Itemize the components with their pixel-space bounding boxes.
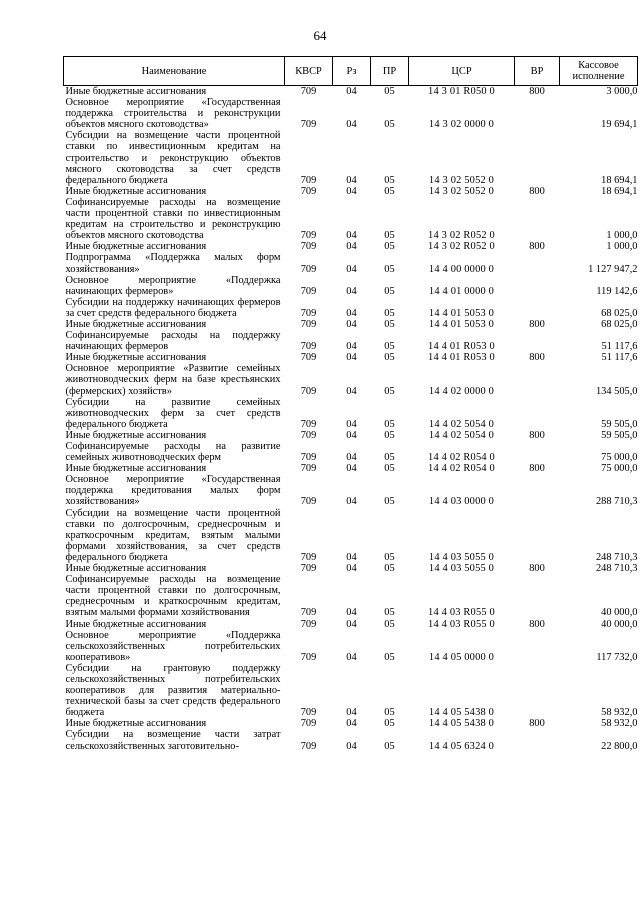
table-row (64, 186, 638, 197)
table-row (64, 563, 638, 574)
row-rz: 04 (346, 618, 357, 630)
row-kvsr: 709 (300, 551, 317, 563)
table-row (64, 297, 638, 319)
row-kvsr: 709 (300, 341, 317, 353)
row-vr: 800 (529, 318, 545, 330)
row-rz: 04 (346, 307, 357, 319)
row-pr: 05 (384, 618, 395, 630)
budget-table (63, 56, 638, 752)
row-csr: 14 4 02 R054 0 (428, 463, 495, 475)
row-kvsr: 709 (300, 241, 317, 253)
row-name: Субсидии на поддержку начинающих фермеров за счет средств федерального бюджета (65, 296, 281, 319)
row-rz: 04 (346, 707, 357, 719)
row-sum: 119 142,6 (596, 285, 638, 297)
row-vr: 800 (529, 563, 545, 575)
header-sum: Кассовое исполнение (560, 57, 638, 86)
row-pr: 05 (384, 496, 395, 508)
row-vr (515, 252, 560, 274)
row-rz: 04 (346, 285, 357, 297)
row-name: Софинансируемые расходы на развитие семейных животноводческих ферм (65, 441, 281, 464)
row-rz: 04 (346, 463, 357, 475)
table-body (64, 86, 638, 752)
row-csr: 14 4 01 R053 0 (428, 352, 495, 364)
row-csr: 14 4 01 0000 0 (428, 285, 495, 297)
table-row (64, 430, 638, 441)
row-name: Иные бюджетные ассигнования (65, 618, 207, 630)
row-name: Иные бюджетные ассигнования (65, 563, 207, 575)
row-csr: 14 4 03 R055 0 (428, 607, 495, 619)
row-sum: 18 694,1 (601, 174, 638, 186)
row-pr: 05 (384, 263, 395, 275)
row-name: Софинансируемые расходы на возмещение части процентной ставки по долгосрочным, среднесрочным и краткосрочным кредитам, взятым малыми формами хозяйствования (65, 574, 281, 619)
row-name: Иные бюджетные ассигнования (65, 352, 207, 364)
table-row (64, 729, 638, 751)
row-sum: 68 025,0 (601, 307, 638, 319)
row-kvsr: 709 (300, 385, 317, 397)
row-rz: 04 (346, 718, 357, 730)
row-pr: 05 (384, 551, 395, 563)
row-kvsr: 709 (300, 418, 317, 430)
row-csr: 14 4 02 R054 0 (428, 452, 495, 464)
row-kvsr: 709 (300, 563, 317, 575)
row-csr: 14 4 01 5053 0 (428, 318, 495, 330)
row-csr: 14 3 02 R052 0 (428, 241, 495, 253)
row-rz: 04 (346, 651, 357, 663)
row-sum: 51 117,6 (601, 341, 638, 353)
row-kvsr: 709 (300, 86, 317, 97)
row-name: Иные бюджетные ассигнования (65, 241, 207, 253)
header-rz: Рз (333, 57, 371, 86)
table-row (64, 319, 638, 330)
row-vr (515, 97, 560, 130)
row-csr: 14 4 02 5054 0 (428, 429, 495, 441)
table-row (64, 718, 638, 729)
row-pr: 05 (384, 174, 395, 186)
row-vr (515, 508, 560, 563)
row-vr: 800 (529, 718, 545, 730)
row-pr: 05 (384, 607, 395, 619)
row-pr: 05 (384, 285, 395, 297)
row-csr: 14 4 00 0000 0 (428, 263, 495, 275)
row-csr: 14 3 02 5052 0 (428, 174, 495, 186)
table-row (64, 630, 638, 663)
row-sum: 59 505,0 (601, 418, 638, 430)
row-rz: 04 (346, 352, 357, 364)
row-kvsr: 709 (300, 740, 317, 752)
row-vr: 800 (529, 352, 545, 364)
row-pr: 05 (384, 307, 395, 319)
row-rz: 04 (346, 607, 357, 619)
row-vr (515, 330, 560, 352)
row-pr: 05 (384, 385, 395, 397)
row-csr: 14 3 02 0000 0 (428, 119, 495, 131)
row-sum: 3 000,0 (606, 86, 638, 97)
row-pr: 05 (384, 185, 395, 197)
row-vr (515, 663, 560, 718)
row-rz: 04 (346, 174, 357, 186)
row-name: Основное мероприятие «Государственная поддержка кредитования малых форм хозяйствования» (65, 474, 281, 508)
table-row (64, 130, 638, 185)
table-row (64, 252, 638, 274)
row-pr: 05 (384, 341, 395, 353)
row-name: Иные бюджетные ассигнования (65, 318, 207, 330)
row-sum: 18 694,1 (601, 185, 638, 197)
row-vr (515, 574, 560, 618)
row-rz: 04 (346, 341, 357, 353)
row-rz: 04 (346, 241, 357, 253)
row-vr (515, 441, 560, 463)
row-rz: 04 (346, 429, 357, 441)
row-csr: 14 4 05 5438 0 (428, 707, 495, 719)
row-kvsr: 709 (300, 607, 317, 619)
row-csr: 14 3 02 R052 0 (428, 230, 495, 242)
table-row (64, 330, 638, 352)
row-sum: 22 800,0 (601, 740, 638, 752)
row-name: Основное мероприятие «Развитие семейных животноводческих ферм на базе крестьянских (фермерских) хозяйств» (65, 363, 281, 397)
row-rz: 04 (346, 263, 357, 275)
header-name: Наименование (64, 57, 285, 86)
row-vr: 800 (529, 185, 545, 197)
row-sum: 288 710,3 (595, 496, 638, 508)
row-csr: 14 4 03 5055 0 (428, 563, 495, 575)
row-pr: 05 (384, 429, 395, 441)
row-pr: 05 (384, 563, 395, 575)
row-kvsr: 709 (300, 285, 317, 297)
row-kvsr: 709 (300, 263, 317, 275)
row-name: Софинансируемые расходы на возмещение части процентной ставки по инвестиционным кредитам на строительство и реконструкцию объектов мясного скотоводства (65, 196, 281, 242)
row-name: Субсидии на развитие семейных животноводческих ферм за счет средств федерального бюджета (65, 396, 281, 430)
row-kvsr: 709 (300, 352, 317, 364)
row-vr (515, 474, 560, 507)
table-row (64, 197, 638, 241)
row-kvsr: 709 (300, 651, 317, 663)
table-row (64, 474, 638, 507)
row-csr: 14 4 01 5053 0 (428, 307, 495, 319)
row-name: Иные бюджетные ассигнования (65, 429, 207, 441)
row-pr: 05 (384, 452, 395, 464)
table-row (64, 463, 638, 474)
row-sum: 1 000,0 (606, 230, 638, 242)
row-vr (515, 130, 560, 185)
row-rz: 04 (346, 496, 357, 508)
row-vr (515, 297, 560, 319)
row-sum: 40 000,0 (601, 618, 638, 630)
table-row (64, 275, 638, 297)
row-pr: 05 (384, 463, 395, 475)
page-number: 64 (313, 28, 327, 43)
row-name: Основное мероприятие «Государственная поддержка строительства и реконструкции объектов мясного скотоводства» (65, 97, 281, 131)
table-row (64, 97, 638, 130)
table-row (64, 663, 638, 718)
row-sum: 68 025,0 (601, 318, 638, 330)
row-csr: 14 4 02 0000 0 (428, 385, 495, 397)
row-kvsr: 709 (300, 463, 317, 475)
row-kvsr: 709 (300, 718, 317, 730)
row-csr: 14 4 05 0000 0 (428, 651, 495, 663)
row-csr: 14 4 05 5438 0 (428, 718, 495, 730)
row-sum: 58 932,0 (601, 707, 638, 719)
row-name: Субсидии на возмещение части затрат сельскохозяйственных заготовительно- (65, 729, 281, 752)
row-pr: 05 (384, 86, 395, 97)
row-sum: 1 127 947,2 (588, 263, 638, 275)
row-sum: 59 505,0 (601, 429, 638, 441)
row-pr: 05 (384, 707, 395, 719)
row-name: Иные бюджетные ассигнования (65, 463, 207, 475)
row-name: Подпрограмма «Поддержка малых форм хозяйствования» (65, 252, 281, 275)
row-name: Иные бюджетные ассигнования (65, 718, 207, 730)
table-row (64, 241, 638, 252)
row-rz: 04 (346, 452, 357, 464)
row-pr: 05 (384, 318, 395, 330)
table-row (64, 508, 638, 563)
row-name: Субсидии на возмещение части процентной ставки по долгосрочным, среднесрочным и краткосрочным кредитам, взятым малыми формами хозяйствования, за счет средств федерального бюджета (65, 507, 281, 563)
row-kvsr: 709 (300, 230, 317, 242)
table-row (64, 574, 638, 618)
row-pr: 05 (384, 740, 395, 752)
table-row (64, 363, 638, 396)
row-name: Основное мероприятие «Поддержка начинающих фермеров» (65, 274, 281, 297)
row-vr (515, 397, 560, 430)
row-pr: 05 (384, 119, 395, 131)
row-rz: 04 (346, 418, 357, 430)
row-kvsr: 709 (300, 429, 317, 441)
row-vr (515, 630, 560, 663)
table-row (64, 86, 638, 98)
row-csr: 14 4 02 5054 0 (428, 418, 495, 430)
row-vr (515, 729, 560, 751)
row-rz: 04 (346, 119, 357, 131)
row-vr: 800 (529, 429, 545, 441)
row-vr (515, 363, 560, 396)
row-vr: 800 (529, 618, 545, 630)
row-vr: 800 (529, 241, 545, 253)
row-sum: 58 932,0 (601, 718, 638, 730)
row-kvsr: 709 (300, 185, 317, 197)
row-kvsr: 709 (300, 307, 317, 319)
row-csr: 14 3 01 R050 0 (428, 86, 495, 97)
row-csr: 14 4 03 0000 0 (428, 496, 495, 508)
row-vr (515, 275, 560, 297)
row-sum: 75 000,0 (601, 463, 638, 475)
header-vr: ВР (515, 57, 560, 86)
row-kvsr: 709 (300, 174, 317, 186)
row-name: Субсидии на грантовую поддержку сельскохозяйственных потребительских кооперативов для развития материально-технической базы за счет средств федерального бюджета (65, 662, 281, 719)
row-kvsr: 709 (300, 707, 317, 719)
table-header-row (64, 57, 638, 86)
row-rz: 04 (346, 385, 357, 397)
table-row (64, 441, 638, 463)
row-kvsr: 709 (300, 318, 317, 330)
row-csr: 14 3 02 5052 0 (428, 185, 495, 197)
row-kvsr: 709 (300, 119, 317, 131)
row-rz: 04 (346, 230, 357, 242)
row-sum: 1 000,0 (606, 241, 638, 253)
row-rz: 04 (346, 551, 357, 563)
row-rz: 04 (346, 740, 357, 752)
row-pr: 05 (384, 352, 395, 364)
row-sum: 248 710,3 (595, 563, 638, 575)
row-csr: 14 4 05 6324 0 (428, 740, 495, 752)
header-pr: ПР (371, 57, 409, 86)
row-sum: 19 694,1 (601, 119, 638, 131)
row-pr: 05 (384, 241, 395, 253)
row-pr: 05 (384, 651, 395, 663)
row-kvsr: 709 (300, 452, 317, 464)
row-vr (515, 197, 560, 241)
row-sum: 75 000,0 (601, 452, 638, 464)
row-sum: 40 000,0 (601, 607, 638, 619)
row-sum: 117 732,0 (596, 651, 638, 663)
row-rz: 04 (346, 86, 357, 97)
row-name: Софинансируемые расходы на поддержку начинающих фермеров (65, 330, 281, 353)
row-name: Иные бюджетные ассигнования (65, 86, 207, 97)
row-pr: 05 (384, 718, 395, 730)
row-csr: 14 4 03 5055 0 (428, 551, 495, 563)
table-row (64, 397, 638, 430)
row-kvsr: 709 (300, 496, 317, 508)
row-vr: 800 (529, 86, 545, 97)
row-rz: 04 (346, 563, 357, 575)
row-sum: 51 117,6 (601, 352, 638, 364)
row-name: Иные бюджетные ассигнования (65, 185, 207, 197)
row-name: Основное мероприятие «Поддержка сельскохозяйственных потребительских кооперативов» (65, 629, 281, 663)
header-csr: ЦСР (409, 57, 515, 86)
row-pr: 05 (384, 230, 395, 242)
row-kvsr: 709 (300, 618, 317, 630)
row-rz: 04 (346, 185, 357, 197)
table-row (64, 352, 638, 363)
row-csr: 14 4 01 R053 0 (428, 341, 495, 353)
row-sum: 134 505,0 (595, 385, 638, 397)
row-vr: 800 (529, 463, 545, 475)
row-sum: 248 710,3 (595, 551, 638, 563)
row-pr: 05 (384, 418, 395, 430)
table-row (64, 619, 638, 630)
row-name: Субсидии на возмещение части процентной ставки по инвестиционным кредитам на строительство и реконструкцию объектов мясного скотоводства за счет средств федерального бюджета (65, 130, 281, 186)
row-rz: 04 (346, 318, 357, 330)
header-kvsr: КВСР (285, 57, 333, 86)
row-csr: 14 4 03 R055 0 (428, 618, 495, 630)
